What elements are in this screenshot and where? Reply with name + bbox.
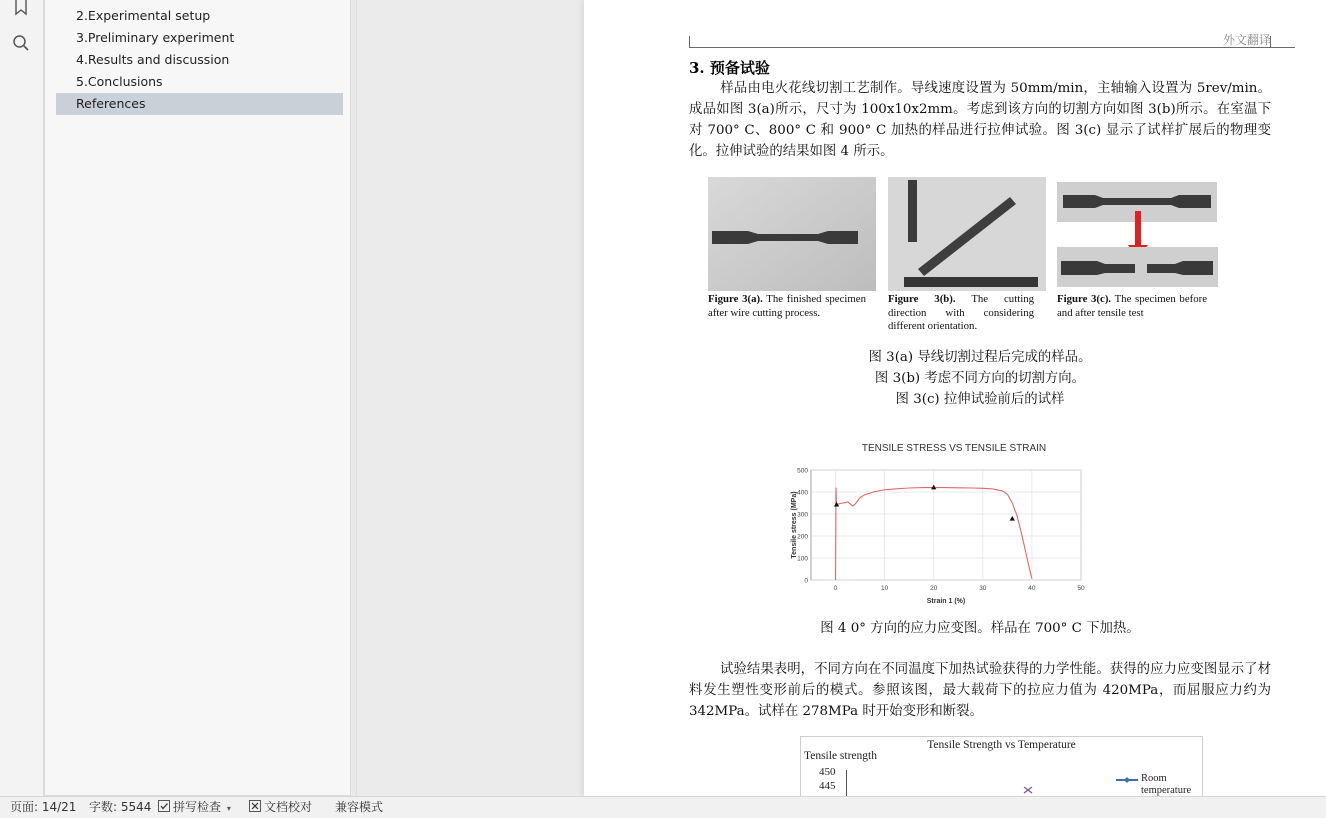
data-marker	[1010, 516, 1015, 521]
plot-frame	[811, 470, 1081, 580]
figure-3a	[708, 177, 876, 320]
chart2-ytick: 450	[819, 766, 836, 778]
y-tick-label: 300	[797, 511, 808, 519]
tensile-temperature-chart	[800, 736, 1203, 796]
figure-3a-photo	[708, 177, 876, 291]
proof-icon	[249, 800, 261, 812]
figure-3a-label: Figure 3(a).	[708, 293, 763, 305]
nav-item-results-discussion[interactable]: 4.Results and discussion	[76, 52, 230, 67]
status-word-count[interactable]: 字数: 5544	[89, 800, 152, 814]
figure-3b-label: Figure 3(b).	[888, 293, 956, 305]
x-tick-label: 30	[979, 585, 987, 592]
caption-cn-fig4: 图 4 0° 方向的应力应变图。样品在 700° C 下加热。	[820, 621, 1140, 636]
document-page[interactable]	[584, 0, 1326, 796]
x-tick-label: 0	[833, 585, 838, 592]
y-tick-label: 100	[797, 555, 808, 563]
x-tick-label: 50	[1077, 585, 1085, 592]
navigation-pane	[44, 0, 351, 796]
paragraph-1-text: 样品由电火花线切割工艺制作。导线速度设置为 50mm/min，主轴输入设置为 5rev/min。成品如图 3(a)所示，尺寸为 100x10x2mm。考虑到该方向的切割方向如图 3(b)所示。在室温下对 700° C、800° C 和 900° C 加热的样品进行拉伸试验。图 3(c) 显示了试样扩展后的物理变化。拉伸试验的结果如图 4 所示。	[689, 81, 1271, 159]
dropdown-arrow-icon[interactable]: ▾	[226, 804, 231, 813]
figure-3c-label: Figure 3(c).	[1057, 293, 1112, 305]
nav-item-references[interactable]: References	[56, 93, 343, 115]
figure-3a-text: The finished specimen after wire cutting process.	[708, 293, 866, 319]
header-rule	[689, 47, 1295, 48]
figure-3c	[1057, 177, 1218, 320]
nav-item-experimental-setup[interactable]: 2.Experimental setup	[76, 8, 211, 23]
paragraph-1	[689, 78, 1271, 162]
checkbox-icon	[158, 800, 170, 812]
data-marker	[931, 485, 936, 490]
x-tick-label: 40	[1028, 585, 1036, 592]
y-tick-label: 200	[797, 533, 808, 541]
caption-cn-3a: 图 3(a) 导线切割过程后完成的样品。	[868, 350, 1092, 365]
chart2-title: Tensile Strength vs Temperature	[927, 739, 1076, 751]
chart-title: TENSILE STRESS VS TENSILE STRAIN	[861, 443, 1047, 454]
search-icon[interactable]	[8, 30, 34, 56]
paragraph-2-text: 试验结果表明，不同方向在不同温度下加热试验获得的力学性能。获得的应力应变图显示了材料发生塑性变形前后的模式。参照该图，最大载荷下的拉应力值为 420MPa，而屈服应力约为 342MPa。试样在 278MPa 时开始变形和断裂。	[689, 662, 1271, 719]
stress-strain-plot	[789, 440, 1119, 610]
figure-3c-text: The specimen before and after tensile test	[1057, 293, 1207, 319]
figure-3b-text: The cutting direction with considering different orientation.	[888, 293, 1034, 333]
figure-3c-photo	[1057, 177, 1218, 291]
document-workspace	[356, 0, 585, 796]
y-tick-label: 400	[797, 489, 808, 497]
document-proof-label: 文档校对	[264, 800, 313, 814]
chart2-legend-label: Room temperature	[1141, 773, 1192, 796]
caption-cn-3b: 图 3(b) 考虑不同方向的切割方向。	[874, 371, 1086, 386]
figure-3b-photo	[888, 177, 1046, 291]
y-tick-label: 500	[797, 467, 808, 475]
status-page-count[interactable]: 页面: 14/21	[10, 800, 77, 814]
bookmark-icon[interactable]	[8, 0, 34, 20]
chart2-ytick: 445	[819, 780, 836, 792]
stress-strain-chart	[789, 440, 1119, 610]
x-axis-label: Strain 1 (%)	[926, 598, 966, 605]
x-tick-label: 10	[881, 585, 889, 592]
compatibility-mode-label: 兼容模式	[335, 800, 384, 814]
nav-item-conclusions[interactable]: 5.Conclusions	[76, 74, 163, 89]
spell-check-label: 拼写检查	[173, 800, 222, 814]
page-header-text: 外文翻译	[1222, 33, 1271, 47]
spell-check-button[interactable]	[158, 800, 231, 816]
paragraph-2	[689, 659, 1271, 722]
section-heading: 3. 预备试验	[689, 59, 770, 77]
status-bar	[0, 796, 1326, 818]
chart2-ylabel: Tensile strength	[804, 750, 877, 762]
document-proof-button[interactable]	[249, 800, 312, 815]
y-axis-label: Tensile stress (MPa)	[791, 491, 798, 559]
x-tick-label: 20	[930, 585, 938, 592]
caption-cn-3c: 图 3(c) 拉伸试验前后的试样	[895, 392, 1065, 407]
figure-3b	[888, 177, 1046, 334]
left-icon-rail	[0, 0, 44, 796]
nav-item-preliminary-experiment[interactable]: 3.Preliminary experiment	[76, 30, 235, 45]
y-tick-label: 0	[804, 577, 808, 585]
